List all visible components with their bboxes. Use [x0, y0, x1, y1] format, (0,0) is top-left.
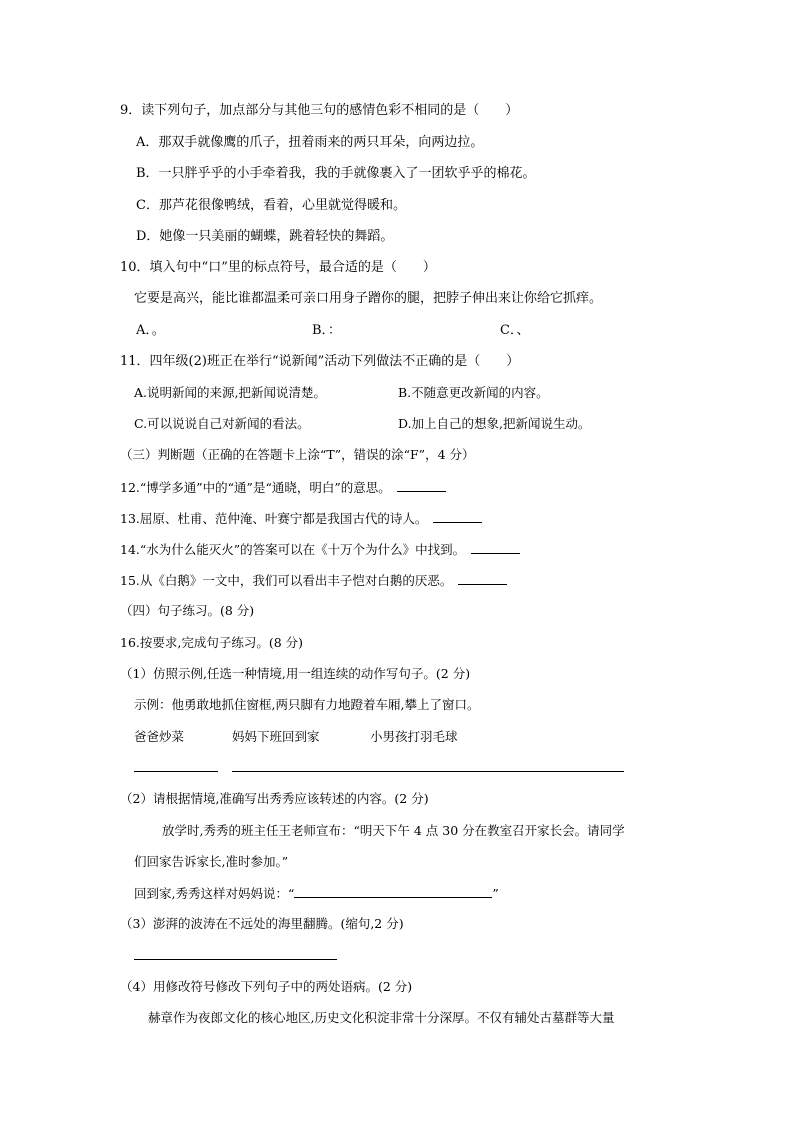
q11-option-c: C.可以说说自己对新闻的看法。 [134, 416, 310, 431]
q16-part3-answer-line[interactable] [134, 959, 337, 960]
q16-part3-stem: （3）澎湃的波涛在不远处的海里翻腾。(缩句,2 分) [120, 916, 404, 931]
q14-text: 14.“水为什么能灭火”的答案可以在《十万个为什么》中找到。 [120, 539, 520, 560]
q16-part4-stem: （4）用修改符号修改下列句子中的两处语病。(2 分) [120, 979, 413, 994]
q11-option-a: A.说明新闻的来源,把新闻说清楚。 [134, 385, 326, 400]
q16-part1-example: 示例：他勇敢地抓住窗框,两只脚有力地蹬着车厢,攀上了窗口。 [134, 697, 480, 712]
q10-option-c: C．、 [500, 323, 530, 338]
q10-stem: 10．填入句中“口”里的标点符号，最合适的是（ ） [120, 260, 436, 275]
q13-answer-blank[interactable] [433, 508, 482, 523]
q10-option-b: B．： [312, 323, 342, 338]
q12-answer-blank[interactable] [397, 477, 446, 492]
q16-part2-stem: （2）请根据情境,准确写出秀秀应该转述的内容。(2 分) [120, 791, 429, 806]
q16-part1-stem: （1）仿照示例,任选一种情境,用一组连续的动作写句子。(2 分) [120, 666, 471, 681]
q9-option-d: D．她像一只美丽的蝴蝶，跳着轻快的舞蹈。 [136, 229, 394, 244]
q9-option-c: C．那芦花很像鸭绒，看着，心里就觉得暖和。 [136, 198, 406, 213]
q16-part1-option-2: 妈妈下班回到家 [232, 729, 320, 744]
q10-option-a: A．。 [136, 323, 165, 338]
q16-part4-passage: 赫章作为夜郎文化的核心地区,历史文化积淀非常十分深厚。不仅有辅处古墓群等大量 [148, 1010, 615, 1025]
q16-part2-answer-blank[interactable] [294, 883, 492, 898]
q16-part2-context-line2: 们回家告诉家长,准时参加。” [134, 854, 289, 869]
q16-part1-answer-line-short[interactable] [134, 771, 218, 772]
q11-stem: 11．四年级(2)班正在举行“说新闻”活动下列做法不正确的是（ ） [120, 354, 520, 369]
q16-part2-context-line1: 放学时,秀秀的班主任王老师宣布：“明天下午 4 点 30 分在教室召开家长会。请同学 [162, 823, 625, 838]
q9-option-a: A．那双手就像鹰的爪子，扭着雨来的两只耳朵，向两边拉。 [136, 135, 484, 150]
q16-part1-option-3: 小男孩打羽毛球 [370, 729, 458, 744]
q16-part2-answer-line: 回到家,秀秀这样对妈妈说：“ ” [134, 883, 499, 904]
q14-answer-blank[interactable] [471, 539, 520, 554]
q12-text: 12.“博学多通”中的“通”是“通晓，明白”的意思。 [120, 477, 446, 498]
q11-option-d: D.加上自己的想象,把新闻说生动。 [398, 416, 591, 431]
q9-stem: 9．读下列句子，加点部分与其他三句的感情色彩不相同的是（ ） [120, 103, 519, 118]
section3-heading: （三）判断题（正确的在答题卡上涂“T”，错误的涂“F”，4 分） [120, 447, 475, 462]
q16-stem: 16.按要求,完成句子练习。(8 分) [120, 635, 304, 650]
q9-option-b: B．一只胖乎乎的小手牵着我，我的手就像裹入了一团软乎乎的棉花。 [136, 166, 536, 181]
q11-option-b: B.不随意更改新闻的内容。 [398, 385, 549, 400]
q15-text: 15.从《白鹅》一文中，我们可以看出丰子恺对白鹅的厌恶。 [120, 570, 507, 591]
q16-part1-answer-line-long[interactable] [232, 771, 624, 772]
q15-answer-blank[interactable] [458, 570, 507, 585]
q16-part1-option-1: 爸爸炒菜 [134, 729, 185, 744]
section4-heading: （四）句子练习。(8 分) [120, 603, 255, 618]
q10-sentence: 它要是高兴，能比谁都温柔可亲口用身子蹭你的腿，把脖子伸出来让你给它抓痒。 [134, 291, 603, 306]
q13-text: 13.屈原、杜甫、范仲淹、叶赛宁都是我国古代的诗人。 [120, 508, 482, 529]
